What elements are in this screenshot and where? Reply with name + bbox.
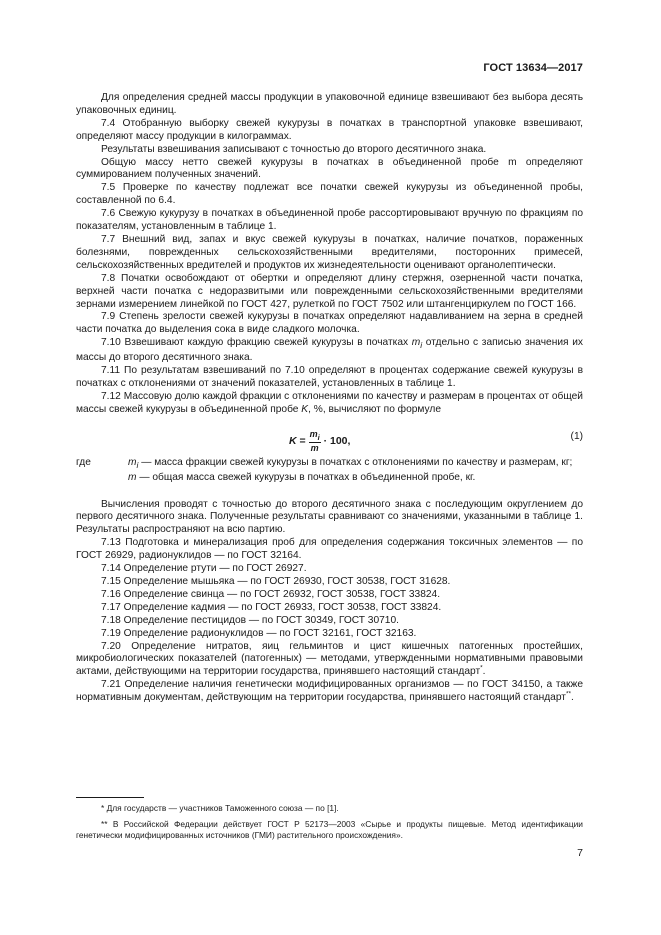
footnote-separator bbox=[76, 797, 144, 798]
footnote-ref[interactable]: ** bbox=[565, 690, 571, 698]
paragraph: 7.5 Проверке по качеству подлежат все початки свежей кукурузы из объединенной пробы, составленной по 6.4. bbox=[76, 182, 583, 207]
paragraph-7-12: 7.12 Массовую долю каждой фракции с отклонениями по качеству и размерам в процентах от общей массы свежей кукурузы в объединенной пробе K, %, вычисляют по формуле bbox=[76, 390, 583, 415]
footnotes bbox=[76, 803, 583, 846]
footnote: * Для государств — участников Таможенного союза — по [1]. bbox=[101, 803, 339, 813]
paragraph-7-21: 7.21 Определение наличия генетически модифицированных организмов — по ГОСТ 34150, а также нормативным документам, действующим на территории государства, принявшего настоящий стандарт**. bbox=[76, 679, 583, 704]
footnote-ref[interactable]: * bbox=[480, 664, 483, 672]
paragraph: 7.14 Определение ртути — по ГОСТ 26927. bbox=[101, 563, 307, 575]
paragraph: 7.13 Подготовка и минерализация проб для определения содержания токсичных элементов — по ГОСТ 26929, радионуклидов — по ГОСТ 32164. bbox=[76, 537, 583, 562]
page-number: 7 bbox=[577, 847, 583, 859]
formula-fraction: $\frac{m_i}{m}$ bbox=[309, 428, 320, 454]
footnote: ** В Российской Федерации действует ГОСТ Р 52173—2003 «Сырье и продукты пищевые. Метод идентификации генетически модифицированных источников (ГМИ) растительного происхождения». bbox=[76, 819, 583, 840]
paragraph-7-10: 7.10 Взвешивают каждую фракцию свежей кукурузы в початках $m_i$ отдельно с записью значения их массы до второго десятичного знака. bbox=[76, 337, 583, 364]
paragraph: Для определения средней массы продукции в упаковочной единице взвешивают без выбора десять упаковочных единиц. bbox=[76, 92, 583, 116]
formula-number: (1) bbox=[570, 430, 583, 442]
paragraph-7-11: 7.11 По результатам взвешиваний по 7.10 определяют в процентах содержание свежей кукурузы в початках с отклонениями от значений показателей, установленных в таблице 1. bbox=[76, 365, 583, 389]
paragraph: 7.4 Отобранную выборку свежей кукурузы в початках в транспортной упаковке взвешивают, определяют массу продукции в килограммах. bbox=[76, 117, 583, 142]
paragraph: 7.17 Определение кадмия — по ГОСТ 26933, ГОСТ 30538, ГОСТ 33824. bbox=[101, 601, 442, 613]
paragraph: Результаты взвешивания записывают с точностью до второго десятичного знака. bbox=[101, 143, 487, 155]
paragraph-7-20: 7.20 Определение нитратов, яиц гельминтов и цист кишечных патогенных простейших, микробиологических показателей (патогенных) — методами, утвержденными нормативными правовыми актами, действующими на территории государства, принявшего настоящий стандарт*. bbox=[76, 640, 583, 678]
paragraph: Вычисления проводят с точностью до второго десятичного знака с последующим округлением до первого десятичного знака. Полученные результаты сравнивают со значениями, указанными в таблице 1. Результаты распространяют на всю партию. bbox=[76, 498, 583, 536]
formula-1 bbox=[76, 417, 583, 457]
paragraph: 7.19 Определение радионуклидов — по ГОСТ 32161, ГОСТ 32163. bbox=[101, 627, 417, 639]
paragraph: Общую массу нетто свежей кукурузы в початках в объединенной пробе m определяют суммированием полученных значений. bbox=[76, 156, 583, 181]
paragraph: 7.7 Внешний вид, запах и вкус свежей кукурузы в початках, наличие початков, пораженных болезнями, поврежденных сельскохозяйственными вредителями, посторонних примесей, сельскохозяйственных вредителей и продуктов их жизнедеятельности оценивают органолептически. bbox=[76, 233, 583, 271]
paragraph: 7.18 Определение пестицидов — по ГОСТ 30349, ГОСТ 30710. bbox=[101, 614, 399, 626]
formula-expression: K = $\frac{m_i}{m}$ · 100, bbox=[289, 428, 351, 454]
document-code: ГОСТ 13634—2017 bbox=[483, 62, 583, 74]
formula-legend: где $m_i$ — масса фракции свежей кукурузы в початках с отклонениями по качеству и размерам, кг; m — общая масса свежей кукурузы в початках в объединенной пробе, кг. bbox=[76, 456, 573, 483]
body-text bbox=[76, 92, 583, 705]
paragraph: 7.15 Определение мышьяка — по ГОСТ 26930, ГОСТ 30538, ГОСТ 31628. bbox=[101, 575, 451, 587]
paragraph: 7.16 Определение свинца — по ГОСТ 26932, ГОСТ 30538, ГОСТ 33824. bbox=[101, 588, 441, 600]
paragraph: 7.8 Початки освобождают от обертки и определяют длину стержня, озерненной части початка, верхней части початка с недоразвитыми или поврежденными сельскохозяйственными вредителями зернами измерением линейкой по ГОСТ 427, рулеткой по ГОСТ 7502 или штангенциркулем по ГОСТ 166. bbox=[76, 272, 583, 310]
paragraph: 7.9 Степень зрелости свежей кукурузы в початках определяют надавливанием на зерна в средней части початка до выделения сока в виде сладкого молочка. bbox=[76, 311, 583, 336]
paragraph: 7.6 Свежую кукурузу в початках в объединенной пробе рассортировывают вручную по фракциям по показателям, установленным в таблице 1. bbox=[76, 208, 583, 233]
